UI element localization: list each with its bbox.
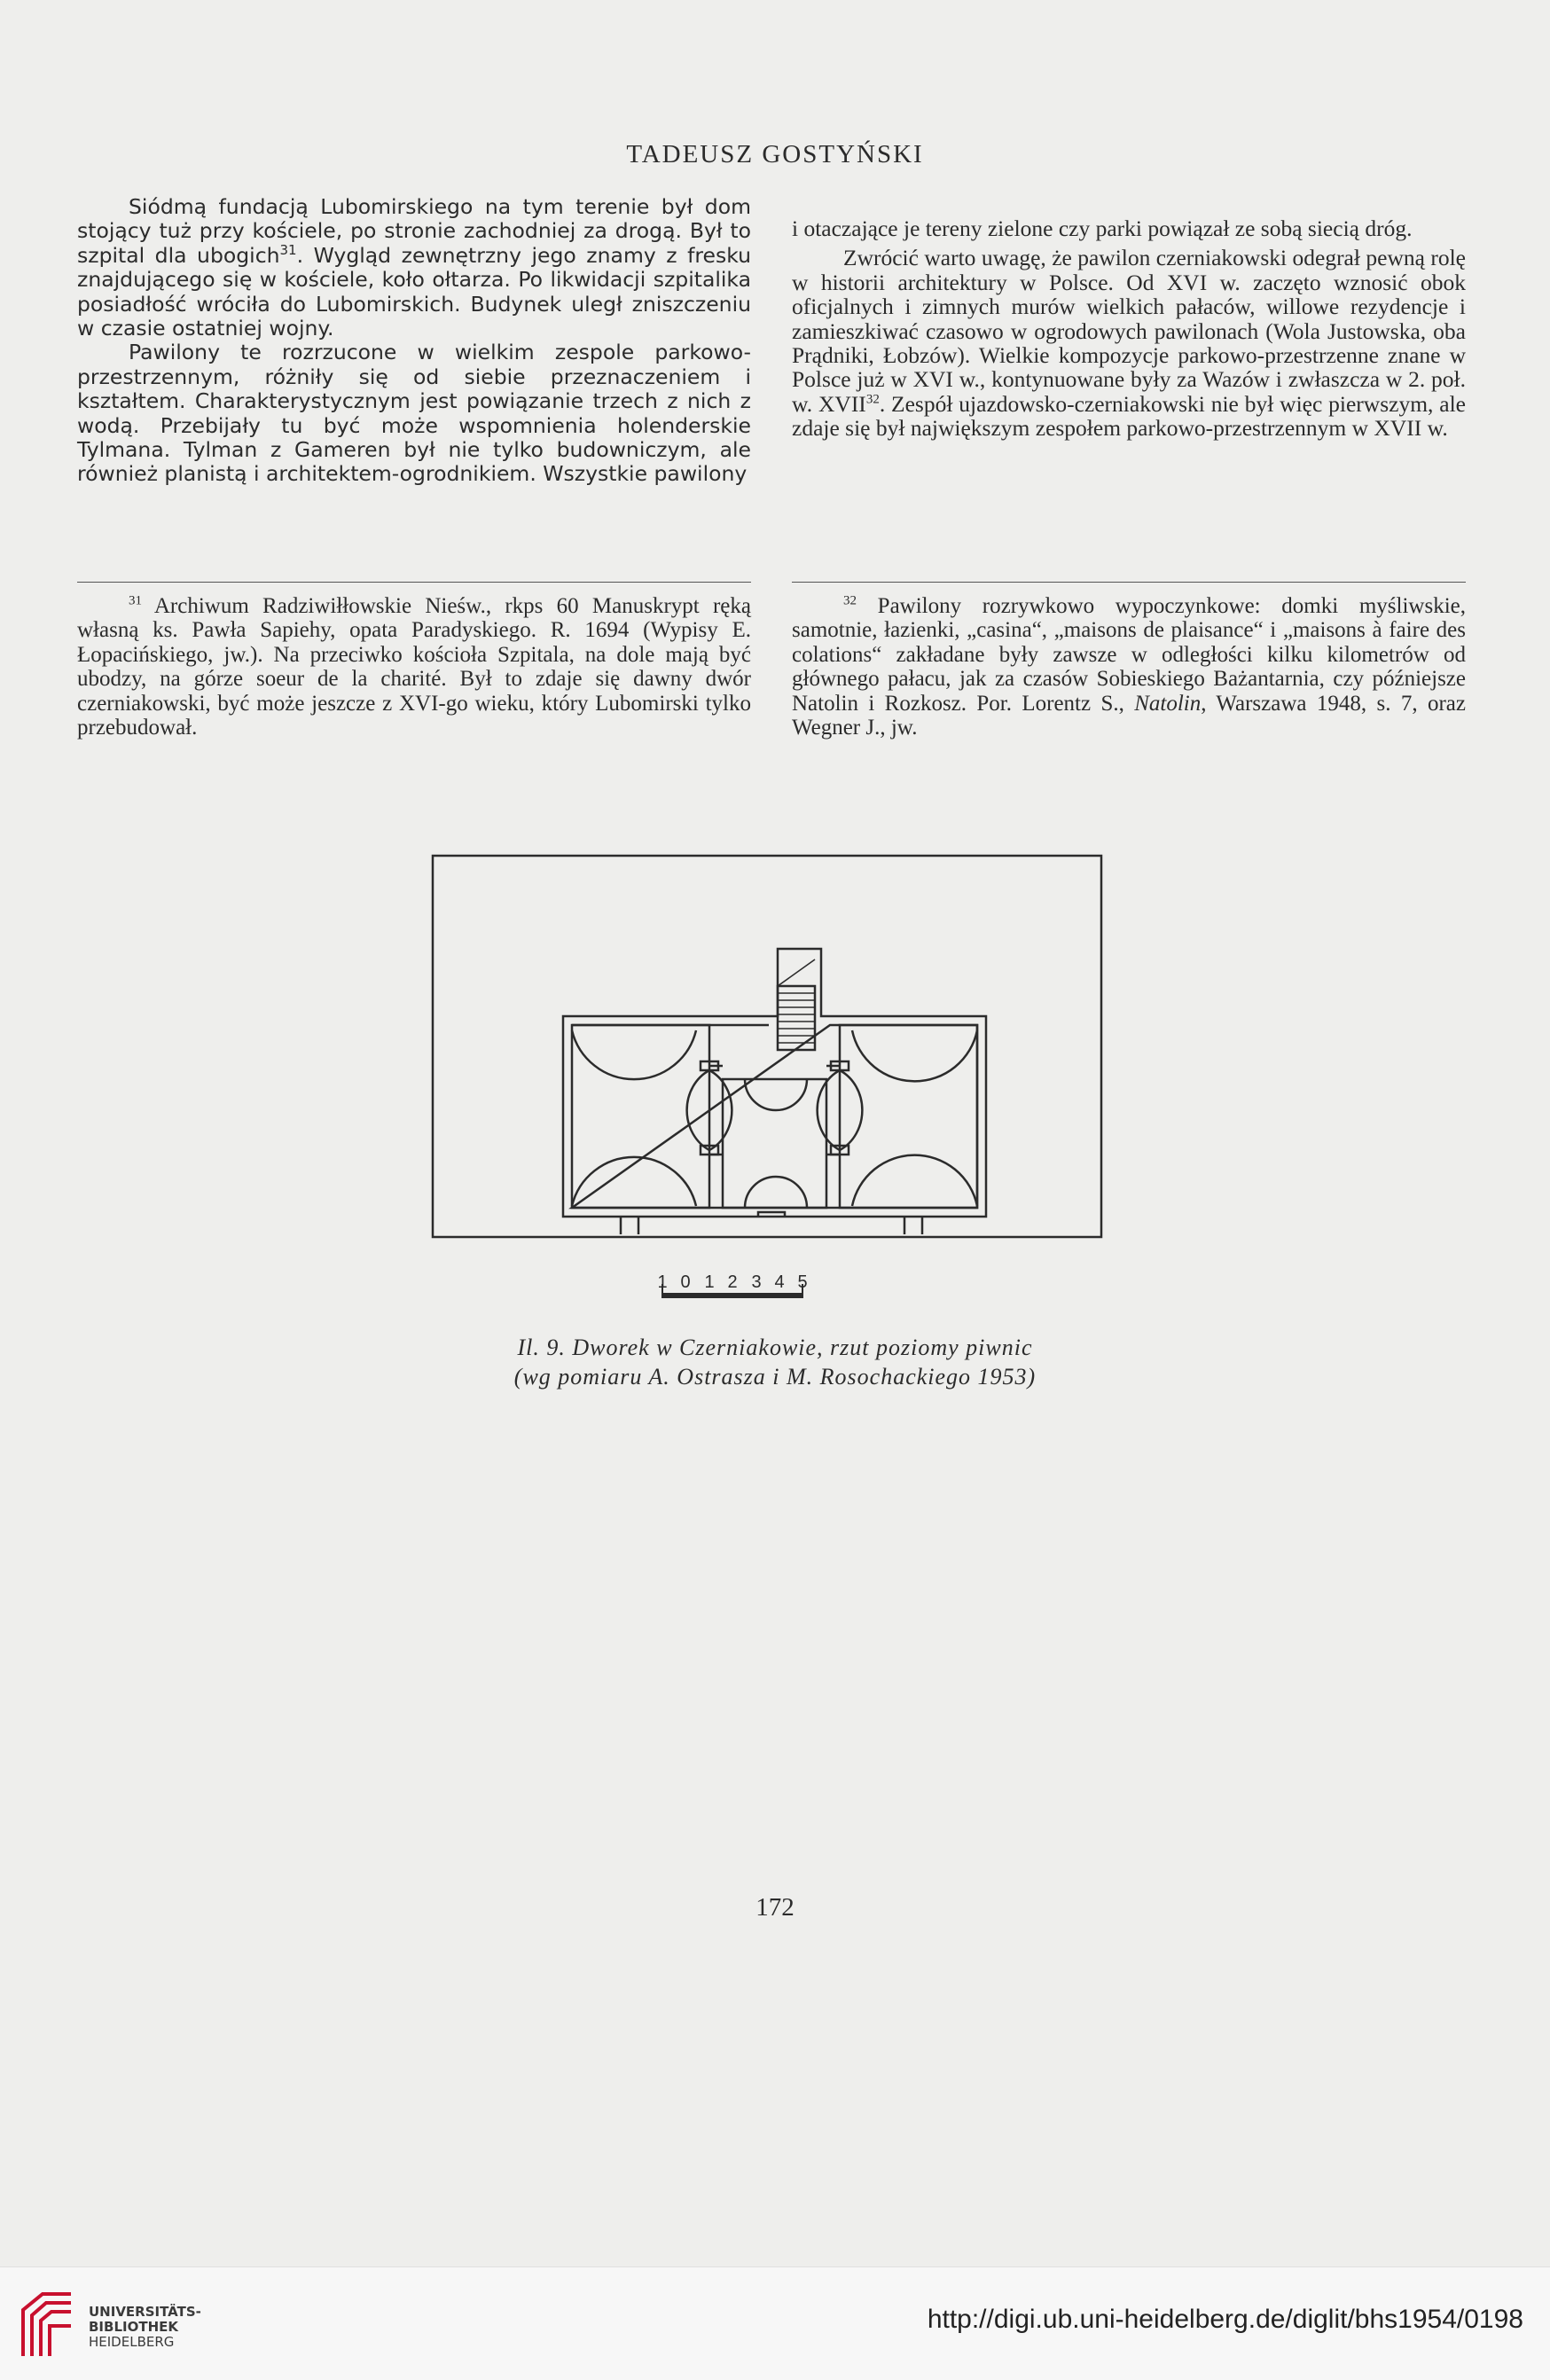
footnote-rule (77, 582, 751, 583)
scale-label: 0 (680, 1272, 691, 1292)
paragraph-text: Siódmą fundacją Lubomirskiego na tym terenie był dom stojący tuż przy kościele, po stronie zachodniej za drogą. Był to szpital dla ubogich (77, 194, 751, 268)
frame (433, 856, 1101, 1237)
library-name-line: UNIVERSITÄTS- (89, 2304, 201, 2320)
footnote-number: 31 (129, 593, 142, 608)
floor-plan-figure (430, 853, 1104, 1314)
figure-caption: Il. 9. Dworek w Czerniakowie, rzut poziomy piwnic (517, 1335, 1033, 1360)
footnote-text: , Warszawa 1948, s. 7, oraz Wegner J., jw. (792, 691, 1466, 740)
paragraph (792, 246, 1466, 440)
running-head: TADEUSZ GOSTYŃSKI (626, 140, 924, 168)
page-number: 172 (755, 1893, 795, 1922)
footnote-text: Archiwum Radziwiłłowskie Nieśw., rkps 60 Manuskrypt ręką własną ks. Pawła Sapiehy, opata Paradyskiego. R. 1694 (Wypisy E. Łopacińskiego, jw.). Na przeciwko kościoła Szpitala, na dole mają być ubodzy, na górze soeur de la charité. Był to zdaje się dawny dwór czerniakowski, być może jeszcze z XVI-go wieku, który Lubomirski tylko przebudował. (77, 594, 751, 740)
paragraph (77, 195, 751, 341)
footnote-rule (792, 582, 1466, 583)
scale-bar (657, 1272, 807, 1298)
scale-label: 4 (774, 1272, 785, 1292)
paragraph-text: . Zespół ujazdowsko-czerniakowski nie był więc pierwszym, ale zdaje się był największym zespołem parkowo-przestrzennym w XVII w. (792, 390, 1466, 442)
figure-caption: (wg pomiaru A. Ostrasza i M. Rosochackiego 1953) (513, 1364, 1037, 1390)
library-name (89, 2305, 201, 2350)
footnote-title: Natolin (1134, 691, 1202, 716)
scale-label: 1 (657, 1272, 668, 1292)
footnote-text: Pawilony rozrywkowo wypoczynkowe: domki myśliwskie, samotnie, łazienki, „casina“, „maisons de plaisance“ i „maisons à faire des colations“ zakładane były zawsze w odległości kilku kilometrów od głównego pałacu, jak za czasów Sobieskiego Bażantarnia, czy późniejsze Natolin i Rozkosz. Por. Lorentz S., (792, 594, 1466, 716)
paragraph: i otaczające je tereny zielone czy parki powiązał ze sobą siecią dróg. (792, 215, 1413, 241)
source-url-link[interactable]: http://digi.ub.uni-heidelberg.de/diglit/bhs1954/0198 (927, 2305, 1523, 2334)
footer-bar (0, 2266, 1550, 2380)
central-corridor (723, 1079, 826, 1208)
scale-label: 5 (797, 1272, 808, 1292)
scale-label: 2 (727, 1272, 738, 1292)
paragraph: Pawilony te rozrzucone w wielkim zespole parkowo-przestrzennym, różniły się od siebie przeznaczeniem i kształtem. Charakterystycznym jest powiązanie trzech z nich z wodą. Przebijały tu być może wspomnienia holenderskie Tylmana. Tylman z Gameren był nie tylko budowniczym, ale również planistą i architektem-ogrodnikiem. Wszystkie pawilony (77, 340, 751, 487)
footnote-ref: 32 (865, 392, 880, 407)
building-outline-inner (572, 1025, 977, 1208)
footnote-31 (77, 594, 751, 740)
paragraph-text: Zwrócić warto uwagę, że pawilon czerniakowski odegrał pewną rolę w historii architektury w Polsce. Od XVI w. zaczęto wznosić obok oficjalnych i zimnych murów wielkich pałaców, willowe rezydencje i zamieszkiwać czasowo w ogrodowych pawilonach (Wola Justowska, oba Prądniki, Łobzów). Wielkie kompozycje parkowo-przestrzenne znane w Polsce już w XVI w., kontynuowane były za Wazów i zwłaszcza w 2. poł. w. XVII (792, 245, 1466, 417)
left-column (77, 195, 751, 487)
footnote-number: 32 (843, 593, 857, 608)
footnote-32 (792, 594, 1466, 740)
footnote-ref: 31 (279, 241, 297, 258)
scale-label: 1 (704, 1272, 715, 1292)
scale-label: 3 (751, 1272, 762, 1292)
library-logo-icon (16, 2287, 78, 2361)
library-name-line: HEIDELBERG (89, 2334, 175, 2350)
left-room (572, 1025, 709, 1208)
right-column (792, 216, 1466, 441)
paragraph-text: . Wygląd zewnętrzny jego znamy z fresku znajdującego się w kościele, koło ołtarza. Po likwidacji szpitalika posiadłość wróciła do Lubomirskich. Budynek uległ zniszczeniu w czasie ostatniej wojny. (77, 242, 752, 341)
library-name-line: BIBLIOTHEK (89, 2319, 178, 2335)
